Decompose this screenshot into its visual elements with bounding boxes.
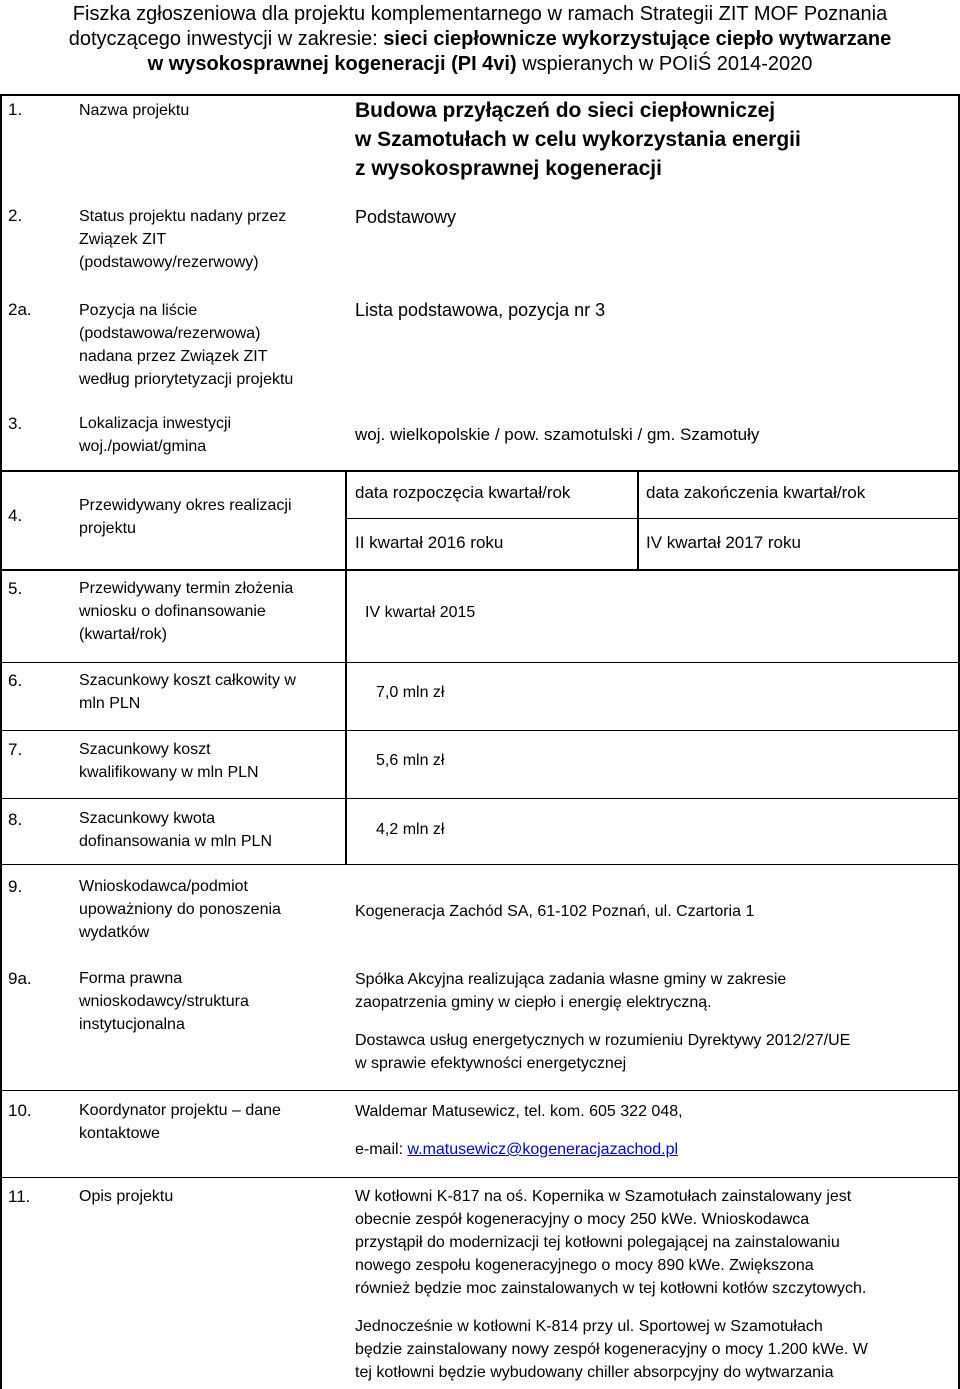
header-line-1: Fiszka zgłoszeniowa dla projektu komplementarnego w ramach Strategii ZIT MOF Poznania [72,3,888,25]
row-1-number: 1. [8,100,23,119]
eligible-cost-value: 5,6 mln zł [376,752,445,769]
row-9a-number: 9a. [8,969,32,988]
row-7-label: Szacunkowy koszt kwalifikowany w mln PLN [79,741,259,781]
row-3-label: Lokalizacja inwestycji woj./powiat/gmina [79,415,232,455]
row-4-number: 4. [8,506,23,525]
row-10-bottom-border [0,1177,960,1178]
row-5-number: 5. [8,579,23,598]
applicant-value: Kogeneracja Zachód SA, 61-102 Poznań, ul. Czartoria 1 [355,903,755,920]
coordinator-value: Waldemar Matusewicz, tel. kom. 605 322 048, e-mail: w.matusewicz@kogeneracjazachod.pl [355,1103,683,1158]
end-date-value: IV kwartał 2017 roku [646,533,801,552]
row-2a-number: 2a. [8,300,32,319]
row-4-divider-left [345,470,347,570]
rows-5-8-divider [345,569,347,864]
funding-value: 4,2 mln zł [376,821,445,838]
row-2-number: 2. [8,206,23,225]
project-description-value: W kotłowni K-817 na oś. Kopernika w Szamotułach zainstalowany jest obecnie zespół kogeneracyjny o mocy 250 kWe. Wnioskodawca przystąpił do modernizacji tej kotłowni polegającej na zainstalowaniu nowego zespołu kogeneracyjnego o mocy 890 kWe. Zwiększona również będzie moc zainstalowanych w tej kotłowni kotłów szczytowych. Jednocześnie w kotłowni K-814 przy ul. Sportowej w Szamotułach będzie zainstalowany nowy zespół kogeneracyjny o mocy 1.200 kWe. W tej kotłowni będzie wybudowany chiller absorpcyjny do wytwarzania [355,1188,868,1381]
row-11-number: 11. [8,1187,31,1206]
row-9-label: Wnioskodawca/podmiot upoważniony do ponoszenia wydatków [79,878,281,941]
row-10-label: Koordynator projektu – dane kontaktowe [79,1102,281,1142]
row-1-label: Nazwa projektu [79,102,190,119]
table-left-border [0,94,2,1389]
row-5-bottom-border [0,662,960,663]
row-6-number: 6. [8,671,23,690]
end-date-header: data zakończenia kwartał/rok [646,483,866,502]
row-8-label: Szacunkowy kwota dofinansowania w mln PLN [79,810,272,850]
row-4-inner-border [345,518,960,519]
row-8-bottom-border [0,864,960,865]
row-4-top-border [0,470,960,472]
row-5-label: Przewidywany termin złożenia wniosku o dofinansowanie (kwartał/rok) [79,580,294,643]
row-7-number: 7. [8,740,23,759]
application-date-value: IV kwartał 2015 [365,604,476,621]
location-value: woj. wielkopolskie / pow. szamotulski / gm. Szamotuły [355,425,760,444]
start-date-header: data rozpoczęcia kwartał/rok [355,483,571,502]
coordinator-email-link[interactable]: w.matusewicz@kogeneracjazachod.pl [407,1141,679,1158]
row-9a-label: Forma prawna wnioskodawcy/struktura instytucjonalna [79,970,249,1033]
row-2a-label: Pozycja na liście (podstawowa/rezerwowa) nadana przez Związek ZIT według priorytetyzacji projektu [79,302,294,388]
row-9-number: 9. [8,877,23,896]
row-8-number: 8. [8,810,23,829]
project-name-value: Budowa przyłączeń do sieci ciepłowniczej w Szamotułach w celu wykorzystania energii z wysokosprawnej kogeneracji [355,99,801,180]
list-position-value: Lista podstawowa, pozycja nr 3 [355,300,606,320]
start-date-value: II kwartał 2016 roku [355,533,504,552]
legal-form-value: Spółka Akcyjna realizująca zadania własne gminy w zakresie zaopatrzenia gminy w ciepło i energię elektryczną. Dostawca usług energetycznych w rozumieniu Dyrektywy 2012/27/UE w sprawie efektywności energetycznej [355,971,851,1072]
row-6-bottom-border [0,730,960,731]
header-line-3: w wysokosprawnej kogeneracji (PI 4vi) wspieranych w POIiŚ 2014-2020 [147,53,813,75]
row-7-bottom-border [0,798,960,799]
row-3-number: 3. [8,414,23,433]
row-10-number: 10. [8,1101,32,1120]
row-10-top-border [0,1090,960,1091]
row-2-label: Status projektu nadany przez Związek ZIT (podstawowy/rezerwowy) [79,208,287,271]
row-11-label: Opis projektu [79,1188,174,1205]
row-4-label: Przewidywany okres realizacji projektu [79,497,292,537]
row-6-label: Szacunkowy koszt całkowity w mln PLN [79,672,296,712]
total-cost-value: 7,0 mln zł [376,684,445,701]
row-4-bottom-border [0,569,960,571]
form-header [0,0,960,77]
header-line-2: dotyczącego inwestycji w zakresie: sieci ciepłownicze wykorzystujące ciepło wytwarzane [68,28,892,50]
row-4-divider-mid [637,470,639,570]
status-value: Podstawowy [355,207,457,227]
